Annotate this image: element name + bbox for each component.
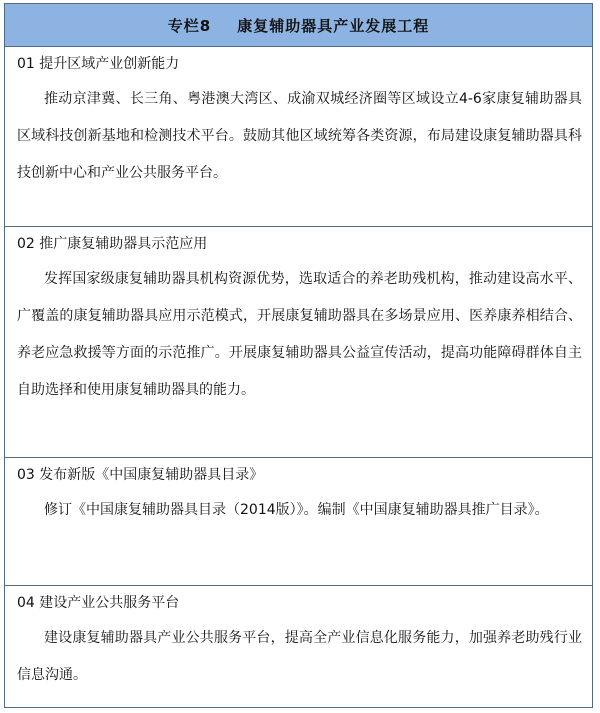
box-header <box>5 4 592 47</box>
section-title: 02 推广康复辅助器具示范应用 <box>17 236 208 252</box>
section-title: 01 提升区域产业创新能力 <box>17 56 180 72</box>
box-title: 康复辅助器具产业发展工程 <box>237 16 430 35</box>
section-body: 修订《中国康复辅助器具目录（2014版）》。编制《中国康复辅助器具推广目录》。 <box>44 502 549 518</box>
section-body: 发挥国家级康复辅助器具机构资源优势，选取适合的养老助残机构，推动建设高水平、广覆盖的康复辅助器具应用示范模式，开展康复辅助器具在多场景应用、医养康养相结合、养老应急救援等方面的示范推广。开展康复辅助器具公益宣传活动，提高功能障碍群体自主自助选择和使用康复辅助器具的能力。 <box>17 271 582 398</box>
box-number: 专栏8 <box>167 16 212 35</box>
section-body: 建设康复辅助器具产业公共服务平台，提高全产业信息化服务能力，加强养老助残行业信息沟通。 <box>17 630 582 683</box>
section-03 <box>5 458 592 586</box>
section-04 <box>5 586 592 710</box>
section-body: 推动京津冀、长三角、粤港澳大湾区、成渝双城经济圈等区域设立4-6家康复辅助器具区域科技创新基地和检测技术平台。鼓励其他区域统筹各类资源，布局建设康复辅助器具科技创新中心和产业公共服务平台。 <box>17 91 582 181</box>
feature-box <box>4 3 593 708</box>
section-title: 04 建设产业公共服务平台 <box>17 595 180 611</box>
section-01 <box>5 47 592 227</box>
section-02 <box>5 227 592 458</box>
section-title: 03 发布新版《中国康复辅助器具目录》 <box>17 467 264 483</box>
